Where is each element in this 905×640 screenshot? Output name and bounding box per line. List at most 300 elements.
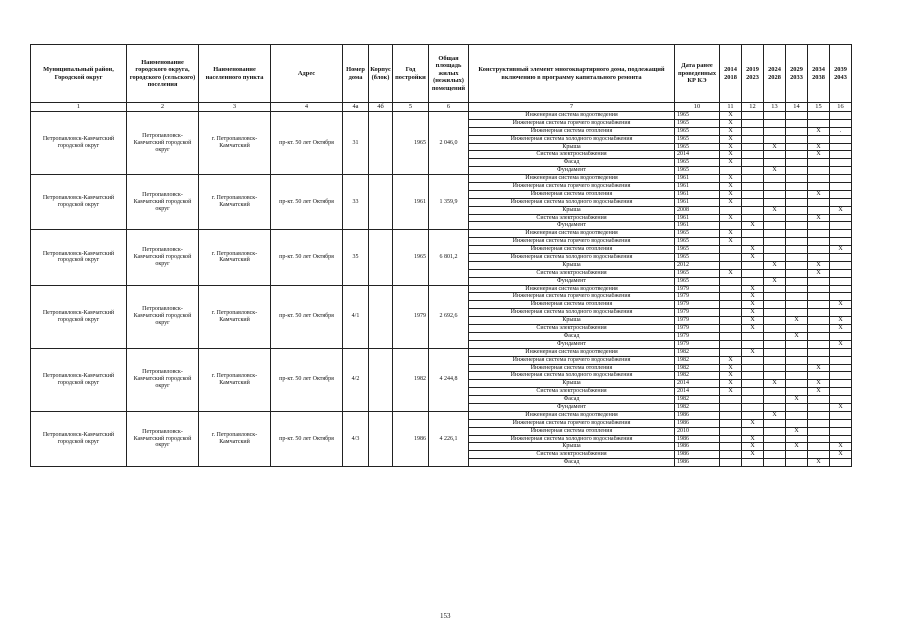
column-number-cell: 13 — [764, 103, 786, 112]
period-mark-cell — [742, 269, 764, 277]
previous-repair-date-cell: 1982 — [675, 372, 720, 380]
column-number-cell: 10 — [675, 103, 720, 112]
structural-element-cell: Инженерная система горячего водоснабжения — [469, 356, 675, 364]
structural-element-cell: Фасад — [469, 396, 675, 404]
previous-repair-date-cell: 2010 — [675, 427, 720, 435]
period-mark-cell — [830, 427, 852, 435]
structural-element-cell: Фундамент — [469, 403, 675, 411]
period-mark-cell — [830, 190, 852, 198]
period-mark-cell: X — [720, 159, 742, 167]
previous-repair-date-cell: 1982 — [675, 356, 720, 364]
period-mark-cell: X — [808, 459, 830, 467]
period-mark-cell — [786, 388, 808, 396]
period-mark-cell: X — [742, 254, 764, 262]
period-mark-cell — [830, 356, 852, 364]
period-mark-cell — [786, 254, 808, 262]
previous-repair-date-cell: 1965 — [675, 238, 720, 246]
period-mark-cell — [742, 198, 764, 206]
structural-element-cell: Инженерная система водоотведения — [469, 285, 675, 293]
period-mark-cell: X — [720, 388, 742, 396]
table-row — [31, 112, 852, 120]
house-number-cell: 4/1 — [343, 285, 369, 348]
year-built-cell: 1965 — [393, 230, 429, 285]
structural-element-cell: Инженерная система отопления — [469, 127, 675, 135]
previous-repair-date-cell: 1965 — [675, 143, 720, 151]
address-cell: пр-кт. 50 лет Октября — [271, 348, 343, 411]
period-mark-cell: X — [830, 317, 852, 325]
period-mark-cell — [764, 443, 786, 451]
period-mark-cell — [830, 459, 852, 467]
period-mark-cell — [764, 198, 786, 206]
structural-element-cell: Инженерная система горячего водоснабжения — [469, 183, 675, 191]
period-mark-cell — [742, 206, 764, 214]
previous-repair-date-cell: 1965 — [675, 269, 720, 277]
period-mark-cell — [786, 293, 808, 301]
period-mark-cell — [830, 254, 852, 262]
period-mark-cell — [830, 143, 852, 151]
settlement-cell: Петропавловск-Камчатский городской округ — [127, 175, 199, 230]
period-mark-cell: X — [764, 143, 786, 151]
period-mark-cell — [808, 301, 830, 309]
period-mark-cell — [830, 159, 852, 167]
structural-element-cell: Инженерная система отопления — [469, 364, 675, 372]
period-mark-cell — [764, 356, 786, 364]
period-mark-cell: X — [808, 269, 830, 277]
period-mark-cell — [720, 325, 742, 333]
block-cell — [369, 175, 393, 230]
period-mark-cell — [808, 332, 830, 340]
previous-repair-date-cell: 1979 — [675, 301, 720, 309]
period-mark-cell — [764, 332, 786, 340]
period-mark-cell — [742, 183, 764, 191]
district-cell: Петропавловск-Камчатский городской округ — [31, 348, 127, 411]
structural-element-cell: Инженерная система холодного водоснабжения — [469, 435, 675, 443]
period-mark-cell: X — [742, 443, 764, 451]
period-mark-cell — [786, 261, 808, 269]
header-address: Адрес — [271, 45, 343, 103]
page-number: 153 — [440, 612, 451, 620]
structural-element-cell: Фундамент — [469, 167, 675, 175]
period-mark-cell — [720, 317, 742, 325]
period-mark-cell — [786, 340, 808, 348]
period-mark-cell — [830, 175, 852, 183]
header-house-number: Номер дома — [343, 45, 369, 103]
previous-repair-date-cell: 2008 — [675, 206, 720, 214]
period-mark-cell — [808, 293, 830, 301]
area-cell: 1 359,9 — [429, 175, 469, 230]
period-mark-cell — [764, 119, 786, 127]
period-mark-cell: X — [720, 198, 742, 206]
period-mark-cell — [808, 427, 830, 435]
previous-repair-date-cell: 1982 — [675, 348, 720, 356]
period-mark-cell — [764, 309, 786, 317]
structural-element-cell: Крыша — [469, 261, 675, 269]
period-mark-cell — [720, 285, 742, 293]
period-mark-cell: X — [742, 325, 764, 333]
period-mark-cell — [742, 277, 764, 285]
period-mark-cell — [720, 443, 742, 451]
previous-repair-date-cell: 1982 — [675, 403, 720, 411]
period-mark-cell: X — [720, 372, 742, 380]
period-mark-cell — [764, 112, 786, 120]
structural-element-cell: Система электроснабжения — [469, 269, 675, 277]
header-year-built: Год постройки — [393, 45, 429, 103]
structural-element-cell: Инженерная система холодного водоснабжения — [469, 309, 675, 317]
period-mark-cell: X — [764, 380, 786, 388]
period-mark-cell — [786, 435, 808, 443]
period-mark-cell — [764, 190, 786, 198]
period-mark-cell — [720, 277, 742, 285]
period-mark-cell — [786, 372, 808, 380]
period-mark-cell: X — [720, 269, 742, 277]
period-mark-cell — [830, 119, 852, 127]
period-mark-cell: X — [808, 190, 830, 198]
period-mark-cell — [830, 332, 852, 340]
period-mark-cell — [720, 403, 742, 411]
year-built-cell: 1979 — [393, 285, 429, 348]
period-mark-cell — [786, 143, 808, 151]
period-mark-cell: X — [808, 143, 830, 151]
table-row — [31, 285, 852, 293]
period-mark-cell — [720, 396, 742, 404]
period-mark-cell: X — [808, 261, 830, 269]
period-mark-cell — [786, 119, 808, 127]
column-number-cell: 14 — [786, 103, 808, 112]
period-mark-cell — [830, 419, 852, 427]
period-mark-cell: X — [830, 301, 852, 309]
period-mark-cell — [830, 277, 852, 285]
structural-element-cell: Фасад — [469, 459, 675, 467]
period-mark-cell — [808, 183, 830, 191]
period-mark-cell — [742, 403, 764, 411]
column-number-cell: 1 — [31, 103, 127, 112]
period-mark-cell — [830, 230, 852, 238]
previous-repair-date-cell: 1986 — [675, 411, 720, 419]
period-mark-cell — [830, 198, 852, 206]
district-cell: Петропавловск-Камчатский городской округ — [31, 411, 127, 466]
header-row — [31, 45, 852, 103]
period-mark-cell — [786, 348, 808, 356]
period-mark-cell — [720, 411, 742, 419]
previous-repair-date-cell: 1986 — [675, 443, 720, 451]
period-mark-cell — [808, 277, 830, 285]
period-mark-cell — [830, 151, 852, 159]
previous-repair-date-cell: 1979 — [675, 340, 720, 348]
column-number-cell: 16 — [830, 103, 852, 112]
column-number-cell: 7 — [469, 103, 675, 112]
period-mark-cell: X — [830, 246, 852, 254]
header-structural-element: Конструктивный элемент многоквартирного дома, подлежащий включению в программу капитального ремонта — [469, 45, 675, 103]
period-mark-cell — [786, 277, 808, 285]
period-mark-cell — [764, 317, 786, 325]
period-mark-cell — [786, 198, 808, 206]
period-mark-cell: X — [808, 151, 830, 159]
area-cell: 4 226,1 — [429, 411, 469, 466]
period-mark-cell — [808, 411, 830, 419]
period-mark-cell — [786, 183, 808, 191]
period-mark-cell — [764, 293, 786, 301]
period-mark-cell — [720, 261, 742, 269]
period-mark-cell — [764, 254, 786, 262]
period-mark-cell — [742, 459, 764, 467]
period-mark-cell: X — [808, 127, 830, 135]
area-cell: 2 046,0 — [429, 112, 469, 175]
table-row — [31, 230, 852, 238]
period-mark-cell — [808, 372, 830, 380]
period-mark-cell — [808, 230, 830, 238]
period-mark-cell — [786, 325, 808, 333]
period-mark-cell: X — [742, 348, 764, 356]
period-mark-cell — [786, 159, 808, 167]
block-cell — [369, 285, 393, 348]
address-cell: пр-кт. 50 лет Октября — [271, 230, 343, 285]
period-mark-cell — [830, 411, 852, 419]
period-mark-cell: X — [786, 317, 808, 325]
structural-element-cell: Система электроснабжения — [469, 325, 675, 333]
previous-repair-date-cell: 2014 — [675, 151, 720, 159]
period-mark-cell — [808, 443, 830, 451]
period-mark-cell: X — [742, 301, 764, 309]
period-mark-cell: X — [720, 238, 742, 246]
period-mark-cell: X — [742, 435, 764, 443]
previous-repair-date-cell: 2014 — [675, 388, 720, 396]
column-number-cell: 4б — [369, 103, 393, 112]
period-mark-cell — [808, 206, 830, 214]
period-mark-cell — [764, 340, 786, 348]
column-number-cell: 12 — [742, 103, 764, 112]
period-mark-cell — [830, 372, 852, 380]
period-mark-cell — [742, 230, 764, 238]
previous-repair-date-cell: 1961 — [675, 214, 720, 222]
period-mark-cell: X — [742, 222, 764, 230]
period-mark-cell: X — [720, 175, 742, 183]
period-mark-cell — [808, 167, 830, 175]
period-mark-cell — [808, 112, 830, 120]
period-mark-cell: X — [808, 214, 830, 222]
structural-element-cell: Инженерная система водоотведения — [469, 112, 675, 120]
period-mark-cell — [764, 301, 786, 309]
header-period-2029-2033: 2029 2033 — [786, 45, 808, 103]
column-number-cell: 3 — [199, 103, 271, 112]
period-mark-cell: X — [830, 403, 852, 411]
period-mark-cell — [830, 293, 852, 301]
period-mark-cell: X — [720, 356, 742, 364]
structural-element-cell: Фундамент — [469, 340, 675, 348]
period-mark-cell — [786, 301, 808, 309]
year-built-cell: 1965 — [393, 112, 429, 175]
period-mark-cell — [808, 198, 830, 206]
previous-repair-date-cell: 1965 — [675, 112, 720, 120]
period-mark-cell — [786, 238, 808, 246]
period-mark-cell — [742, 159, 764, 167]
period-mark-cell — [786, 175, 808, 183]
period-mark-cell — [830, 348, 852, 356]
period-mark-cell: X — [830, 451, 852, 459]
year-built-cell: 1961 — [393, 175, 429, 230]
period-mark-cell: X — [808, 380, 830, 388]
structural-element-cell: Крыша — [469, 443, 675, 451]
table-body — [31, 112, 852, 467]
period-mark-cell — [808, 309, 830, 317]
period-mark-cell — [830, 135, 852, 143]
period-mark-cell: X — [742, 317, 764, 325]
period-mark-cell — [764, 285, 786, 293]
period-mark-cell — [742, 135, 764, 143]
period-mark-cell — [764, 388, 786, 396]
period-mark-cell — [742, 143, 764, 151]
period-mark-cell — [742, 388, 764, 396]
structural-element-cell: Инженерная система отопления — [469, 190, 675, 198]
previous-repair-date-cell: 1965 — [675, 119, 720, 127]
previous-repair-date-cell: 1961 — [675, 198, 720, 206]
header-locality: Наименование населенного пункта — [199, 45, 271, 103]
previous-repair-date-cell: 1982 — [675, 364, 720, 372]
table-row — [31, 348, 852, 356]
period-mark-cell — [830, 388, 852, 396]
structural-element-cell: Инженерная система отопления — [469, 427, 675, 435]
period-mark-cell — [764, 435, 786, 443]
period-mark-cell: X — [786, 427, 808, 435]
header-period-2024-2028: 2024 2028 — [764, 45, 786, 103]
period-mark-cell: X — [830, 325, 852, 333]
structural-element-cell: Инженерная система отопления — [469, 301, 675, 309]
period-mark-cell — [786, 135, 808, 143]
period-mark-cell — [720, 293, 742, 301]
district-cell: Петропавловск-Камчатский городской округ — [31, 175, 127, 230]
locality-cell: г. Петропавловск-Камчатский — [199, 285, 271, 348]
house-number-cell: 4/2 — [343, 348, 369, 411]
period-mark-cell — [764, 175, 786, 183]
house-number-cell: 31 — [343, 112, 369, 175]
period-mark-cell — [764, 246, 786, 254]
structural-element-cell: Инженерная система горячего водоснабжения — [469, 293, 675, 301]
period-mark-cell: X — [720, 214, 742, 222]
column-number-cell: 15 — [808, 103, 830, 112]
period-mark-cell — [808, 340, 830, 348]
period-mark-cell — [808, 317, 830, 325]
structural-element-cell: Фундамент — [469, 277, 675, 285]
period-mark-cell: X — [720, 364, 742, 372]
period-mark-cell — [742, 119, 764, 127]
previous-repair-date-cell: 2014 — [675, 380, 720, 388]
structural-element-cell: Инженерная система водоотведения — [469, 411, 675, 419]
previous-repair-date-cell: 1986 — [675, 419, 720, 427]
area-cell: 2 692,6 — [429, 285, 469, 348]
period-mark-cell: X — [720, 230, 742, 238]
previous-repair-date-cell: 1965 — [675, 127, 720, 135]
period-mark-cell — [808, 403, 830, 411]
period-mark-cell: X — [720, 127, 742, 135]
structural-element-cell: Инженерная система холодного водоснабжения — [469, 198, 675, 206]
structural-element-cell: Инженерная система холодного водоснабжения — [469, 254, 675, 262]
period-mark-cell — [786, 222, 808, 230]
period-mark-cell — [830, 261, 852, 269]
period-mark-cell — [720, 246, 742, 254]
column-number-cell: 11 — [720, 103, 742, 112]
locality-cell: г. Петропавловск-Камчатский — [199, 112, 271, 175]
period-mark-cell — [830, 112, 852, 120]
previous-repair-date-cell: 1965 — [675, 135, 720, 143]
period-mark-cell — [764, 451, 786, 459]
period-mark-cell — [764, 159, 786, 167]
structural-element-cell: Инженерная система горячего водоснабжения — [469, 238, 675, 246]
period-mark-cell — [720, 222, 742, 230]
period-mark-cell — [720, 419, 742, 427]
structural-element-cell: Система электроснабжения — [469, 388, 675, 396]
period-mark-cell — [742, 112, 764, 120]
period-mark-cell — [786, 459, 808, 467]
period-mark-cell: X — [742, 246, 764, 254]
structural-element-cell: Крыша — [469, 143, 675, 151]
period-mark-cell: X — [742, 451, 764, 459]
period-mark-cell: X — [720, 190, 742, 198]
period-mark-cell — [742, 167, 764, 175]
previous-repair-date-cell: 1965 — [675, 230, 720, 238]
period-mark-cell — [720, 301, 742, 309]
period-mark-cell — [764, 269, 786, 277]
structural-element-cell: Инженерная система отопления — [469, 246, 675, 254]
structural-element-cell: Крыша — [469, 380, 675, 388]
period-mark-cell — [830, 183, 852, 191]
period-mark-cell — [720, 309, 742, 317]
period-mark-cell — [764, 325, 786, 333]
period-mark-cell — [764, 372, 786, 380]
period-mark-cell — [764, 230, 786, 238]
header-period-2014-2018: 2014 2018 — [720, 45, 742, 103]
structural-element-cell: Инженерная система холодного водоснабжения — [469, 135, 675, 143]
period-mark-cell: X — [720, 183, 742, 191]
period-mark-cell — [764, 459, 786, 467]
previous-repair-date-cell: 1961 — [675, 190, 720, 198]
period-mark-cell — [786, 167, 808, 175]
period-mark-cell: X — [808, 364, 830, 372]
period-mark-cell — [742, 151, 764, 159]
previous-repair-date-cell: 1979 — [675, 285, 720, 293]
house-number-cell: 35 — [343, 230, 369, 285]
period-mark-cell: X — [742, 309, 764, 317]
area-cell: 4 244,8 — [429, 348, 469, 411]
column-number-cell: 5 — [393, 103, 429, 112]
period-mark-cell — [720, 254, 742, 262]
period-mark-cell — [742, 214, 764, 222]
column-number-cell: 4а — [343, 103, 369, 112]
period-mark-cell — [742, 396, 764, 404]
repair-schedule-table — [30, 44, 852, 467]
house-number-cell: 33 — [343, 175, 369, 230]
table-row — [31, 411, 852, 419]
previous-repair-date-cell: 1986 — [675, 459, 720, 467]
period-mark-cell: X — [720, 380, 742, 388]
district-cell: Петропавловск-Камчатский городской округ — [31, 230, 127, 285]
period-mark-cell: X — [764, 167, 786, 175]
period-mark-cell: X — [742, 293, 764, 301]
header-period-2034-2038: 2034 2038 — [808, 45, 830, 103]
period-mark-cell — [808, 356, 830, 364]
period-mark-cell: X — [764, 411, 786, 419]
period-mark-cell — [808, 348, 830, 356]
period-mark-cell: X — [786, 332, 808, 340]
structural-element-cell: Инженерная система холодного водоснабжения — [469, 372, 675, 380]
previous-repair-date-cell: 1979 — [675, 332, 720, 340]
period-mark-cell — [786, 206, 808, 214]
period-mark-cell — [786, 309, 808, 317]
previous-repair-date-cell: 1965 — [675, 159, 720, 167]
structural-element-cell: Инженерная система водоотведения — [469, 230, 675, 238]
settlement-cell: Петропавловск-Камчатский городской округ — [127, 285, 199, 348]
period-mark-cell — [786, 214, 808, 222]
period-mark-cell — [808, 451, 830, 459]
column-number-cell: 6 — [429, 103, 469, 112]
